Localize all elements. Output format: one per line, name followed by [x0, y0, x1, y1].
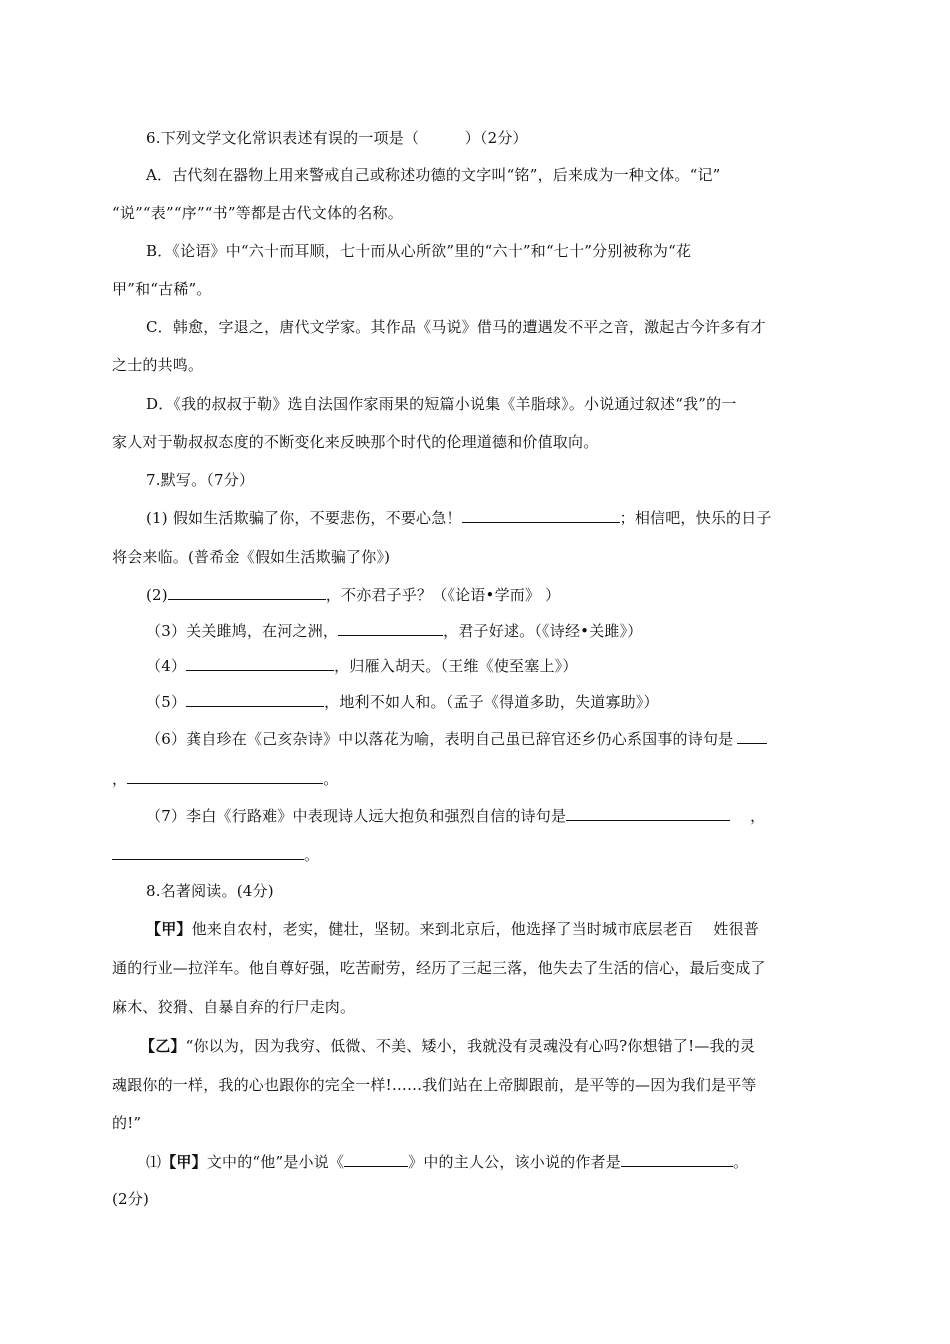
q7-item-4 — [146, 655, 876, 677]
q7-item-7-comma: ， — [750, 807, 766, 825]
q6-option-b-line1: B．《论语》中“六十而耳顺，七十而从心所欲”里的“六十”和“七十”分别被称为“花 — [146, 242, 692, 260]
q7-item-2-blank[interactable] — [168, 585, 326, 600]
q8-stem: 8.名著阅读。(4分) — [146, 882, 274, 900]
q7-item-1 — [146, 507, 876, 529]
q8-sub1-text-a: 文中的“他”是小说《 — [206, 1153, 345, 1171]
q8-passage-jia-line1 — [146, 918, 876, 940]
q8-passage-jia-text: 他来自农村，老实，健壮，坚韧。来到北京后，他选择了当时城市底层老百 姓很普 — [191, 920, 759, 938]
q8-passage-yi-line2: 魂跟你的一样，我的心也跟你的完全一样!……我们站在上帝脚跟前，是平等的—因为我们是平等 — [112, 1076, 757, 1094]
q6-option-d-line2: 家人对于勒叔叔态度的不断变化来反映那个时代的伦理道德和价值取向。 — [112, 433, 599, 451]
q8-passage-jia-tag: 【甲】 — [146, 920, 192, 938]
q7-item-7-blank-b[interactable] — [112, 845, 304, 860]
q6-option-c-line1: C．韩愈，字退之，唐代文学家。其作品《马说》借马的遭遇发不平之音，激起古今许多有才 — [146, 318, 766, 336]
q6-option-b-line2: 甲”和“古稀”。 — [112, 280, 212, 298]
q7-item-6-line2 — [112, 768, 842, 790]
q8-sub1-score: (2分) — [112, 1190, 150, 1208]
q7-item-5-blank[interactable] — [186, 692, 324, 707]
q7-item-7-end: 。 — [304, 846, 320, 864]
q7-item-2-suffix: ，不亦君子乎？（《论语•学而》 ） — [325, 586, 561, 604]
q7-stem: 7.默写。（7分） — [146, 471, 255, 489]
q8-passage-jia-line2: 通的行业—拉洋车。他自尊好强，吃苦耐劳，经历了三起三落，他失去了生活的信心，最后变成了 — [112, 959, 766, 977]
q7-item-2 — [146, 584, 876, 606]
q7-item-3 — [146, 620, 876, 642]
q8-sub1-blank-title[interactable] — [344, 1152, 408, 1167]
q8-sub1-end: 。 — [732, 1153, 749, 1171]
q7-item-7-blank-a[interactable] — [566, 806, 730, 821]
q7-item-6-text: （6）龚自珍在《己亥杂诗》中以落花为喻，表明自己虽已辞官还乡仍心系国事的诗句是 — [146, 730, 734, 748]
q6-option-a-line2: “说”“表”“序”“书”等都是古代文体的名称。 — [112, 204, 403, 222]
q7-item-4-prefix: （4） — [146, 657, 187, 675]
q8-sub1-tag: 【甲】 — [161, 1153, 207, 1171]
q7-item-5-suffix: ，地利不如人和。（孟子《得道多助，失道寡助》） — [324, 693, 659, 711]
q8-passage-yi-tag: 【乙】 — [140, 1037, 186, 1055]
q7-item-5-prefix: （5） — [146, 693, 187, 711]
q6-option-a-line1: A．古代刻在器物上用来警戒自己或称述功德的文字叫“铭”，后来成为一种文体。“记” — [146, 166, 721, 184]
q7-item-7-line2 — [112, 844, 842, 866]
q7-item-1-suffix: ；相信吧，快乐的日子 — [619, 509, 772, 527]
q7-item-6-blank-b[interactable] — [127, 769, 323, 784]
q8-passage-yi-line1 — [140, 1035, 870, 1057]
q8-passage-yi-text: “你以为，因为我穷、低微、不美、矮小，我就没有灵魂没有心吗?你想错了!—我的灵 — [185, 1037, 756, 1055]
q7-item-2-prefix: (2) — [146, 586, 168, 604]
q7-item-7-text: （7）李白《行路难》中表现诗人远大抱负和强烈自信的诗句是 — [146, 807, 567, 825]
q7-item-1-prefix: (1) 假如生活欺骗了你，不要悲伤，不要心急！ — [146, 509, 462, 527]
q7-item-6-comma: ， — [112, 770, 128, 788]
q7-item-5 — [146, 691, 876, 713]
q7-item-3-suffix: ，君子好逑。（《诗经•关雎》） — [443, 622, 643, 640]
q8-passage-yi-line3: 的!” — [112, 1114, 142, 1132]
q7-item-4-blank[interactable] — [186, 656, 334, 671]
q7-item-6-blank-a[interactable] — [737, 729, 767, 744]
q6-option-d-line1: D．《我的叔叔于勒》选自法国作家雨果的短篇小说集《羊脂球》。小说通过叙述“我”的一 — [146, 395, 737, 413]
q7-item-7-line1 — [146, 805, 876, 827]
q6-stem: 6.下列文学文化常识表述有误的一项是（ ）（2分） — [146, 129, 528, 147]
q8-sub1-line1 — [146, 1151, 876, 1173]
q7-item-6-end: 。 — [323, 770, 339, 788]
q6-option-c-line2: 之士的共鸣。 — [112, 356, 204, 374]
q7-item-3-prefix: （3）关关雎鸠，在河之洲， — [146, 622, 339, 640]
q7-item-1-blank[interactable] — [462, 508, 620, 523]
q8-sub1-blank-author[interactable] — [621, 1152, 733, 1167]
q7-item-1-line2: 将会来临。(普希金《假如生活欺骗了你》) — [112, 548, 391, 566]
q7-item-6-line1 — [146, 728, 876, 750]
q8-sub1-number: ⑴ — [146, 1153, 162, 1171]
q7-item-4-suffix: ，归雁入胡天。（王维《使至塞上》） — [334, 657, 578, 675]
q7-item-3-blank[interactable] — [338, 621, 443, 636]
q8-sub1-text-b: 》中的主人公，该小说的作者是 — [408, 1153, 621, 1171]
q8-passage-jia-line3: 麻木、狡猾、自暴自弃的行尸走肉。 — [112, 998, 356, 1016]
